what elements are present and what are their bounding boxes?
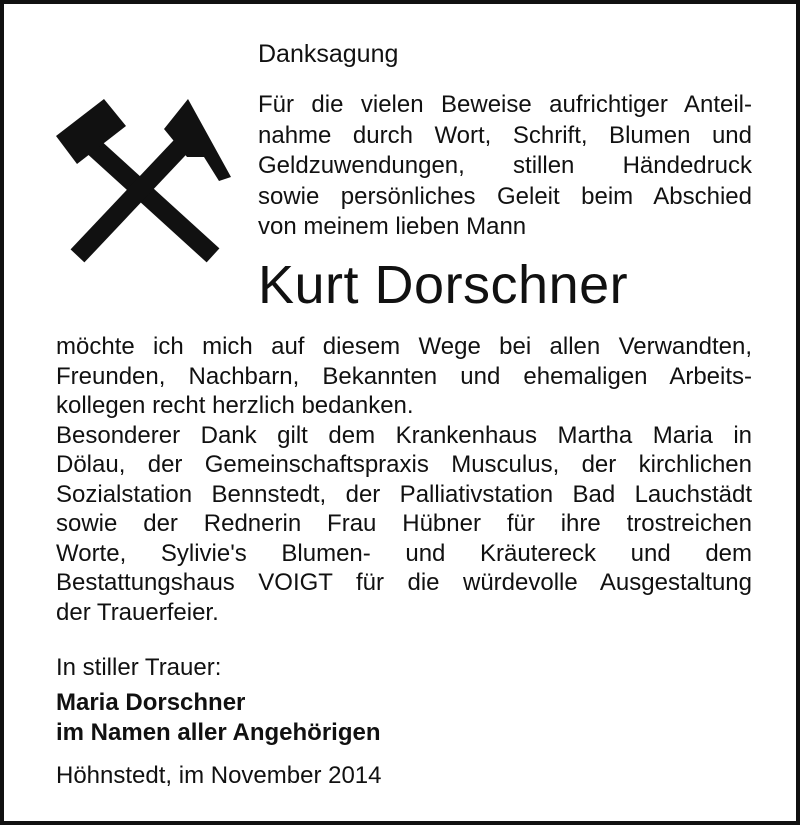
intro-line: nahme durch Wort, Schrift, Blumen und xyxy=(258,121,752,149)
body-line: möchte ich mich auf diesem Wege bei allen Verwandten, xyxy=(56,333,752,360)
body-line: Freunden, Nachbarn, Bekannten und ehemaligen Arbeits- xyxy=(56,362,752,390)
signer-block xyxy=(56,688,381,748)
body-line: der Trauerfeier. xyxy=(56,598,219,626)
hammer-head-right xyxy=(164,99,231,181)
signer-subtitle: im Namen aller Angehörigen xyxy=(56,719,381,746)
closing-phrase: In stiller Trauer: xyxy=(56,654,222,681)
body-line: Dölau, der Gemeinschaftspraxis Musculus, der kirchlichen xyxy=(56,451,752,478)
intro-paragraph xyxy=(258,90,752,243)
body-paragraph xyxy=(56,332,752,627)
intro-line: Für die vielen Beweise aufrichtiger Anteil- xyxy=(258,91,752,118)
signer-name: Maria Dorschner xyxy=(56,689,246,716)
body-line: Worte, Sylivie's Blumen- und Kräutereck und dem xyxy=(56,539,752,567)
intro-line: von meinem lieben Mann xyxy=(258,213,527,240)
notice-heading: Danksagung xyxy=(258,40,399,68)
body-line: Besonderer Dank gilt dem Krankenhaus Martha Maria in xyxy=(56,421,752,449)
body-line: sowie der Rednerin Frau Hübner für ihre trostreichen xyxy=(56,510,752,537)
crossed-hammers-icon xyxy=(56,99,236,264)
body-line: Bestattungshaus VOIGT für die würdevolle Ausgestaltung xyxy=(56,569,752,596)
intro-line: sowie persönliches Geleit beim Abschied xyxy=(258,182,752,210)
body-line: Sozialstation Bennstedt, der Palliativstation Bad Lauchstädt xyxy=(56,480,752,508)
place-date: Höhnstedt, im November 2014 xyxy=(56,762,382,789)
intro-line: Geldzuwendungen, stillen Händedruck xyxy=(258,152,752,179)
deceased-name: Kurt Dorschner xyxy=(258,255,629,315)
body-line: kollegen recht herzlich bedanken. xyxy=(56,392,414,419)
hammer-handle-left xyxy=(96,149,206,249)
